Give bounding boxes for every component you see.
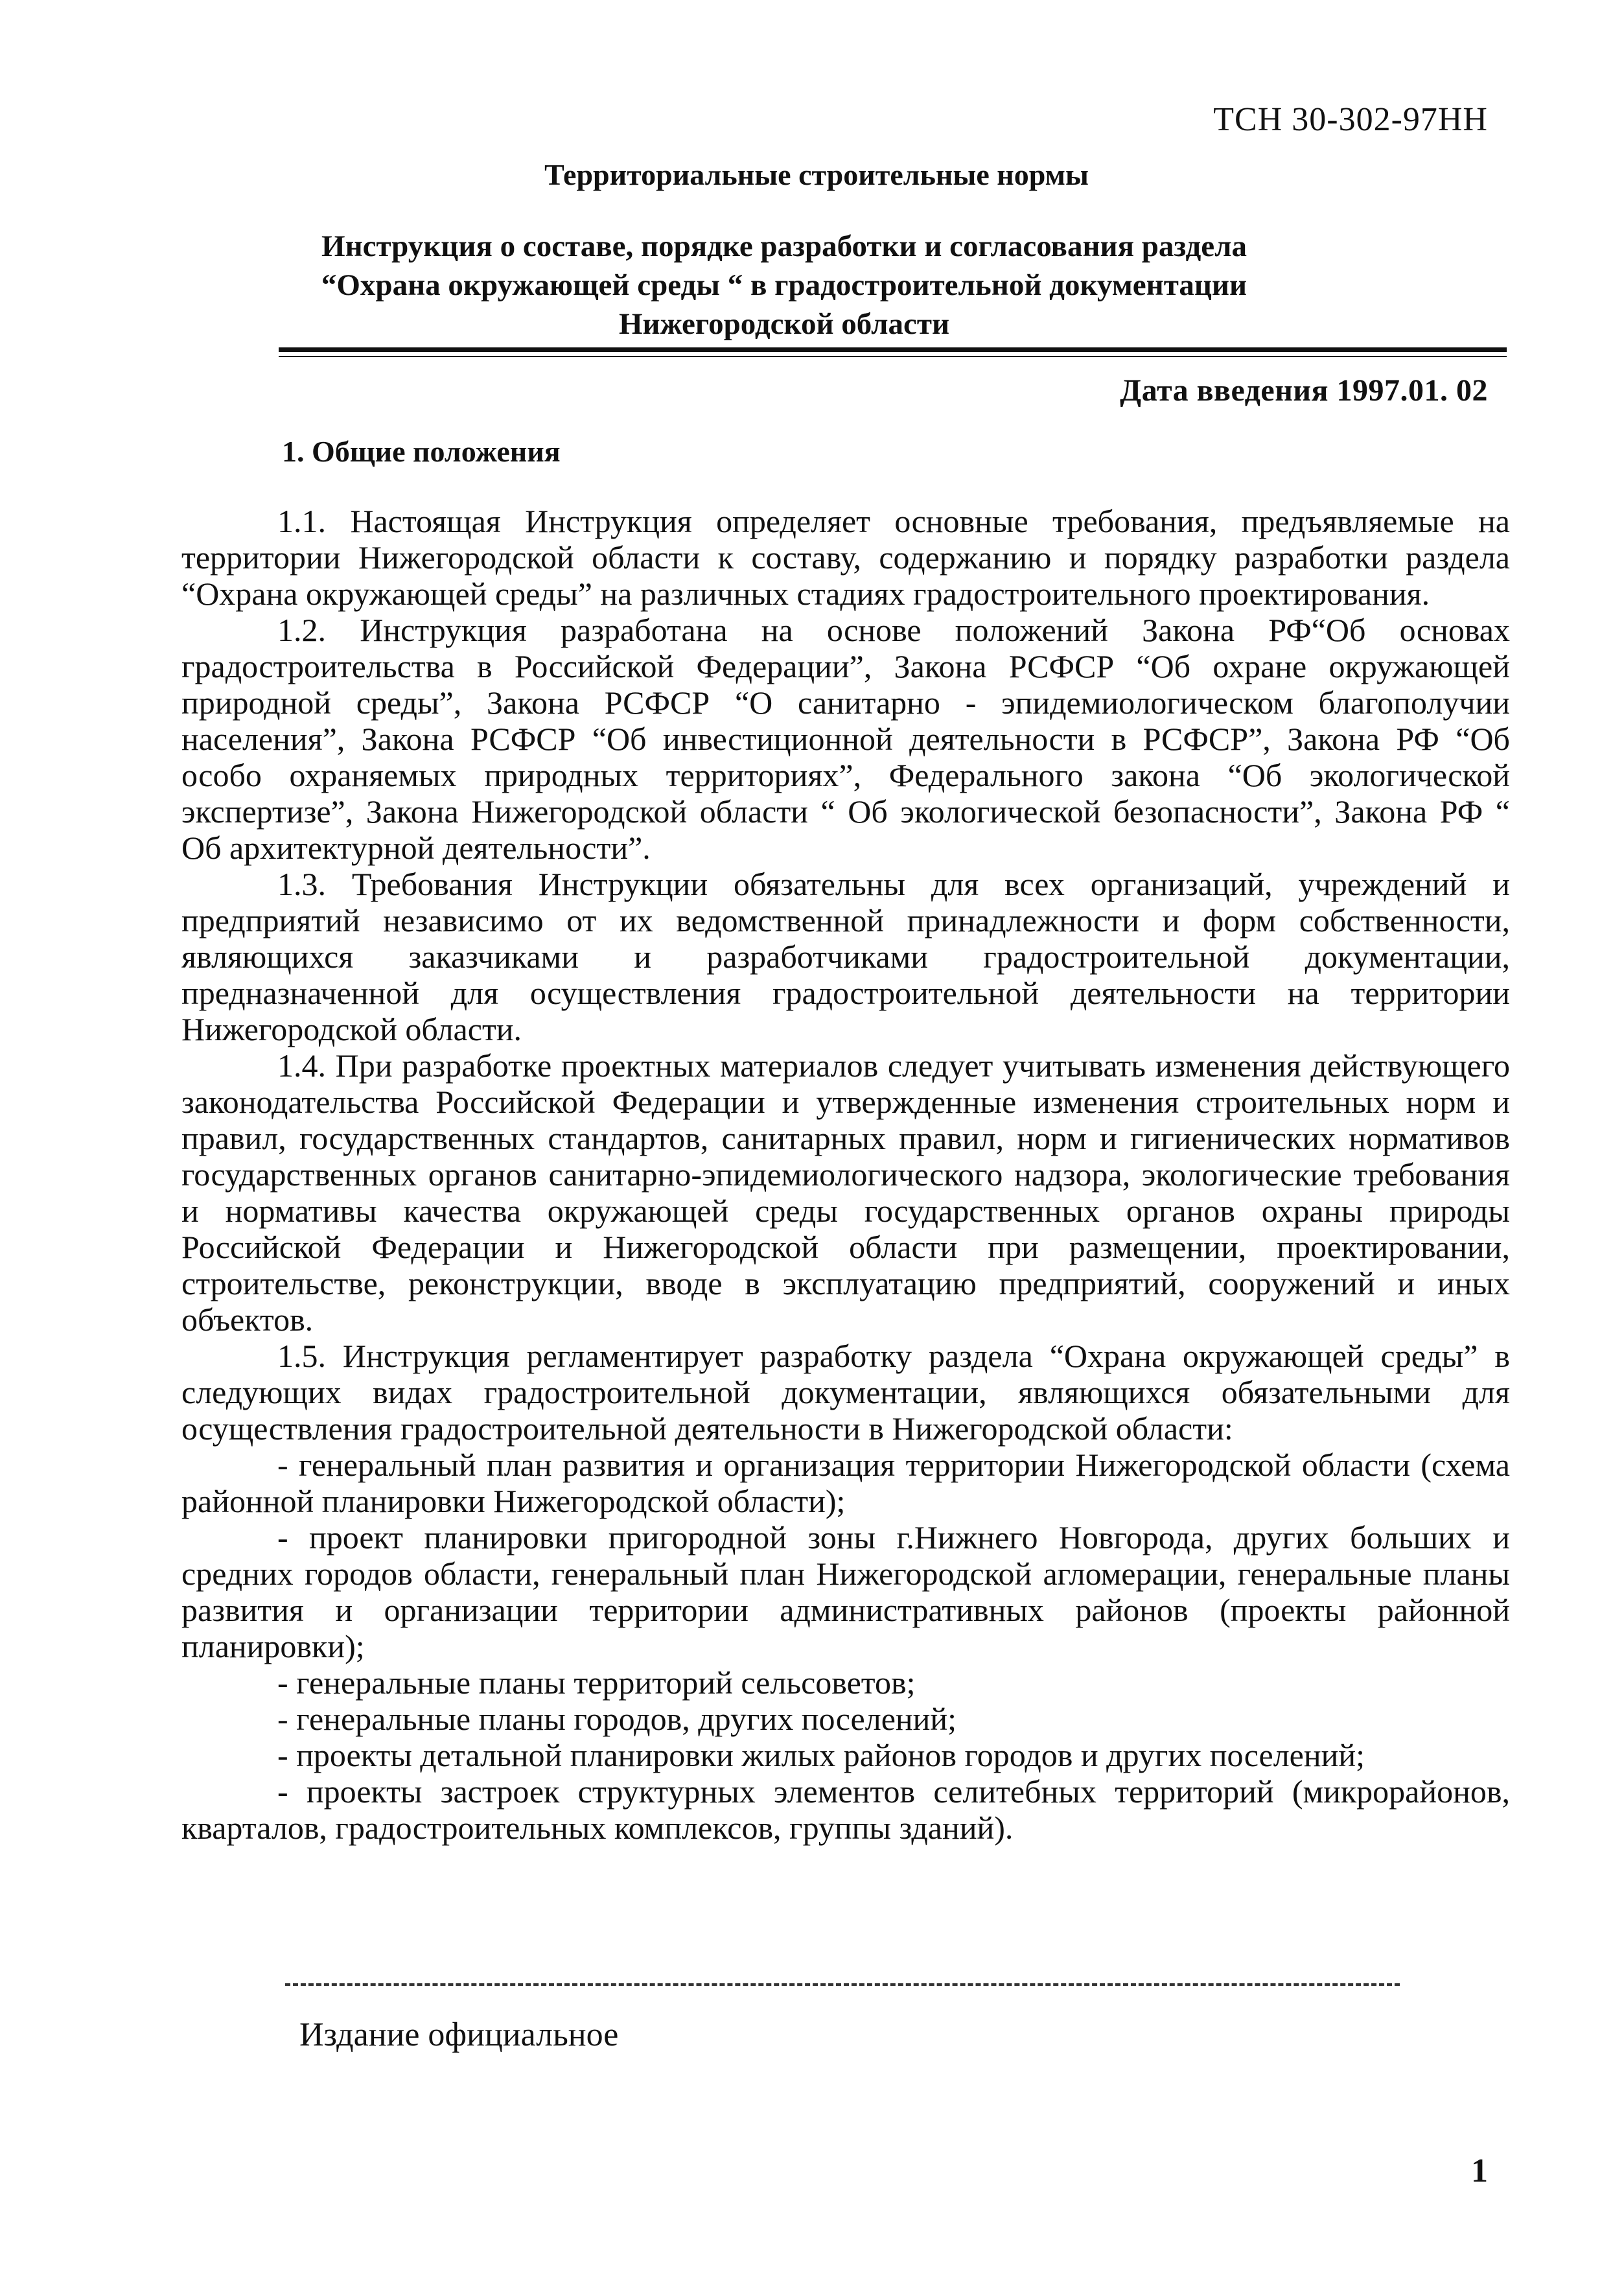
paragraph-1-3: 1.3. Требования Инструкции обязательны для всех организаций, учреждений и предприятий независимо от их ведомственной принадлежности и форм собственности, являющихся заказчиками и разработчиками градостроительной документации, предназначенной для осуществления градостроительной деятельности на территории Нижегородской области.	[181, 866, 1510, 1047]
list-item: - проект планировки пригородной зоны г.Нижнего Новгорода, других больших и средних городов области, генеральный план Нижегородской агломерации, генеральные планы развития и организации территории административных районов (проекты районной планировки);	[181, 1519, 1510, 1664]
page-number: 1	[1471, 2152, 1488, 2189]
document-type: Территориальные строительные нормы	[544, 158, 1089, 191]
paragraph-1-4: 1.4. При разработке проектных материалов следует учитывать изменения действующего законодательства Российской Федерации и утвержденные изменения строительных норм и правил, государственных стандартов, санитарных правил, норм и гигиенических нормативов государственных органов санитарно-эпидемиологического надзора, экологические требования и нормативы качества окружающей среды государственных органов охраны природы Российской Федерации и Нижегородской области при размещении, проектировании, строительстве, реконструкции, вводе в эксплуатацию предприятий, сооружений и иных объектов.	[181, 1047, 1510, 1338]
paragraph-1-1: 1.1. Настоящая Инструкция определяет основные требования, предъявляемые на территории Нижегородской области к составу, содержанию и порядку разработки раздела “Охрана окружающей среды” на различных стадиях градостроительного проектирования.	[181, 503, 1510, 612]
paragraph-1-2: 1.2. Инструкция разработана на основе положений Закона РФ“Об основах градостроительства в Российской Федерации”, Закона РСФСР “Об охране окружающей природной среды”, Закона РСФСР “О санитарно - эпидемиологическом благополучии населения”, Закона РСФСР “Об инвестиционной деятельности в РСФСР”, Закона РФ “Об особо охраняемых природных территориях”, Федерального закона “Об экологической экспертизе”, Закона Нижегородской области “ Об экологической безопасности”, Закона РФ “ Об архитектурной деятельности”.	[181, 612, 1510, 866]
list-item: - генеральный план развития и организация территории Нижегородской области (схема районной планировки Нижегородской области);	[181, 1447, 1510, 1519]
title-line: Инструкция о составе, порядке разработки и согласования раздела	[321, 229, 1247, 263]
title-line: Нижегородской области	[618, 307, 950, 341]
title-divider-thin	[279, 356, 1507, 357]
title-divider-thick	[279, 347, 1507, 352]
effective-date: Дата введения 1997.01. 02	[1120, 373, 1488, 408]
paragraph-1-5: 1.5. Инструкция регламентирует разработку раздела “Охрана окружающей среды” в следующих видах градостроительной документации, являющихся обязательными для осуществления градостроительной деятельности в Нижегородской области:	[181, 1338, 1510, 1447]
list-item: - проекты застроек структурных элементов селитебных территорий (микрорайонов, кварталов, градостроительных комплексов, группы зданий).	[181, 1773, 1510, 1846]
section-body	[181, 503, 1510, 1846]
section-title: 1. Общие положения	[282, 435, 561, 468]
footnote-separator	[285, 1983, 1400, 1986]
edition-note: Издание официальное	[299, 2016, 619, 2053]
list-item: - генеральные планы территорий сельсоветов;	[277, 1664, 916, 1701]
list-item: - проекты детальной планировки жилых районов городов и других поселений;	[277, 1737, 1365, 1773]
document-code: ТСН 30-302-97НН	[1213, 101, 1488, 138]
list-item: - генеральные планы городов, других поселений;	[277, 1701, 957, 1737]
title-line: “Охрана окружающей среды “ в градостроительной документации	[321, 268, 1247, 302]
document-title	[233, 227, 1335, 344]
